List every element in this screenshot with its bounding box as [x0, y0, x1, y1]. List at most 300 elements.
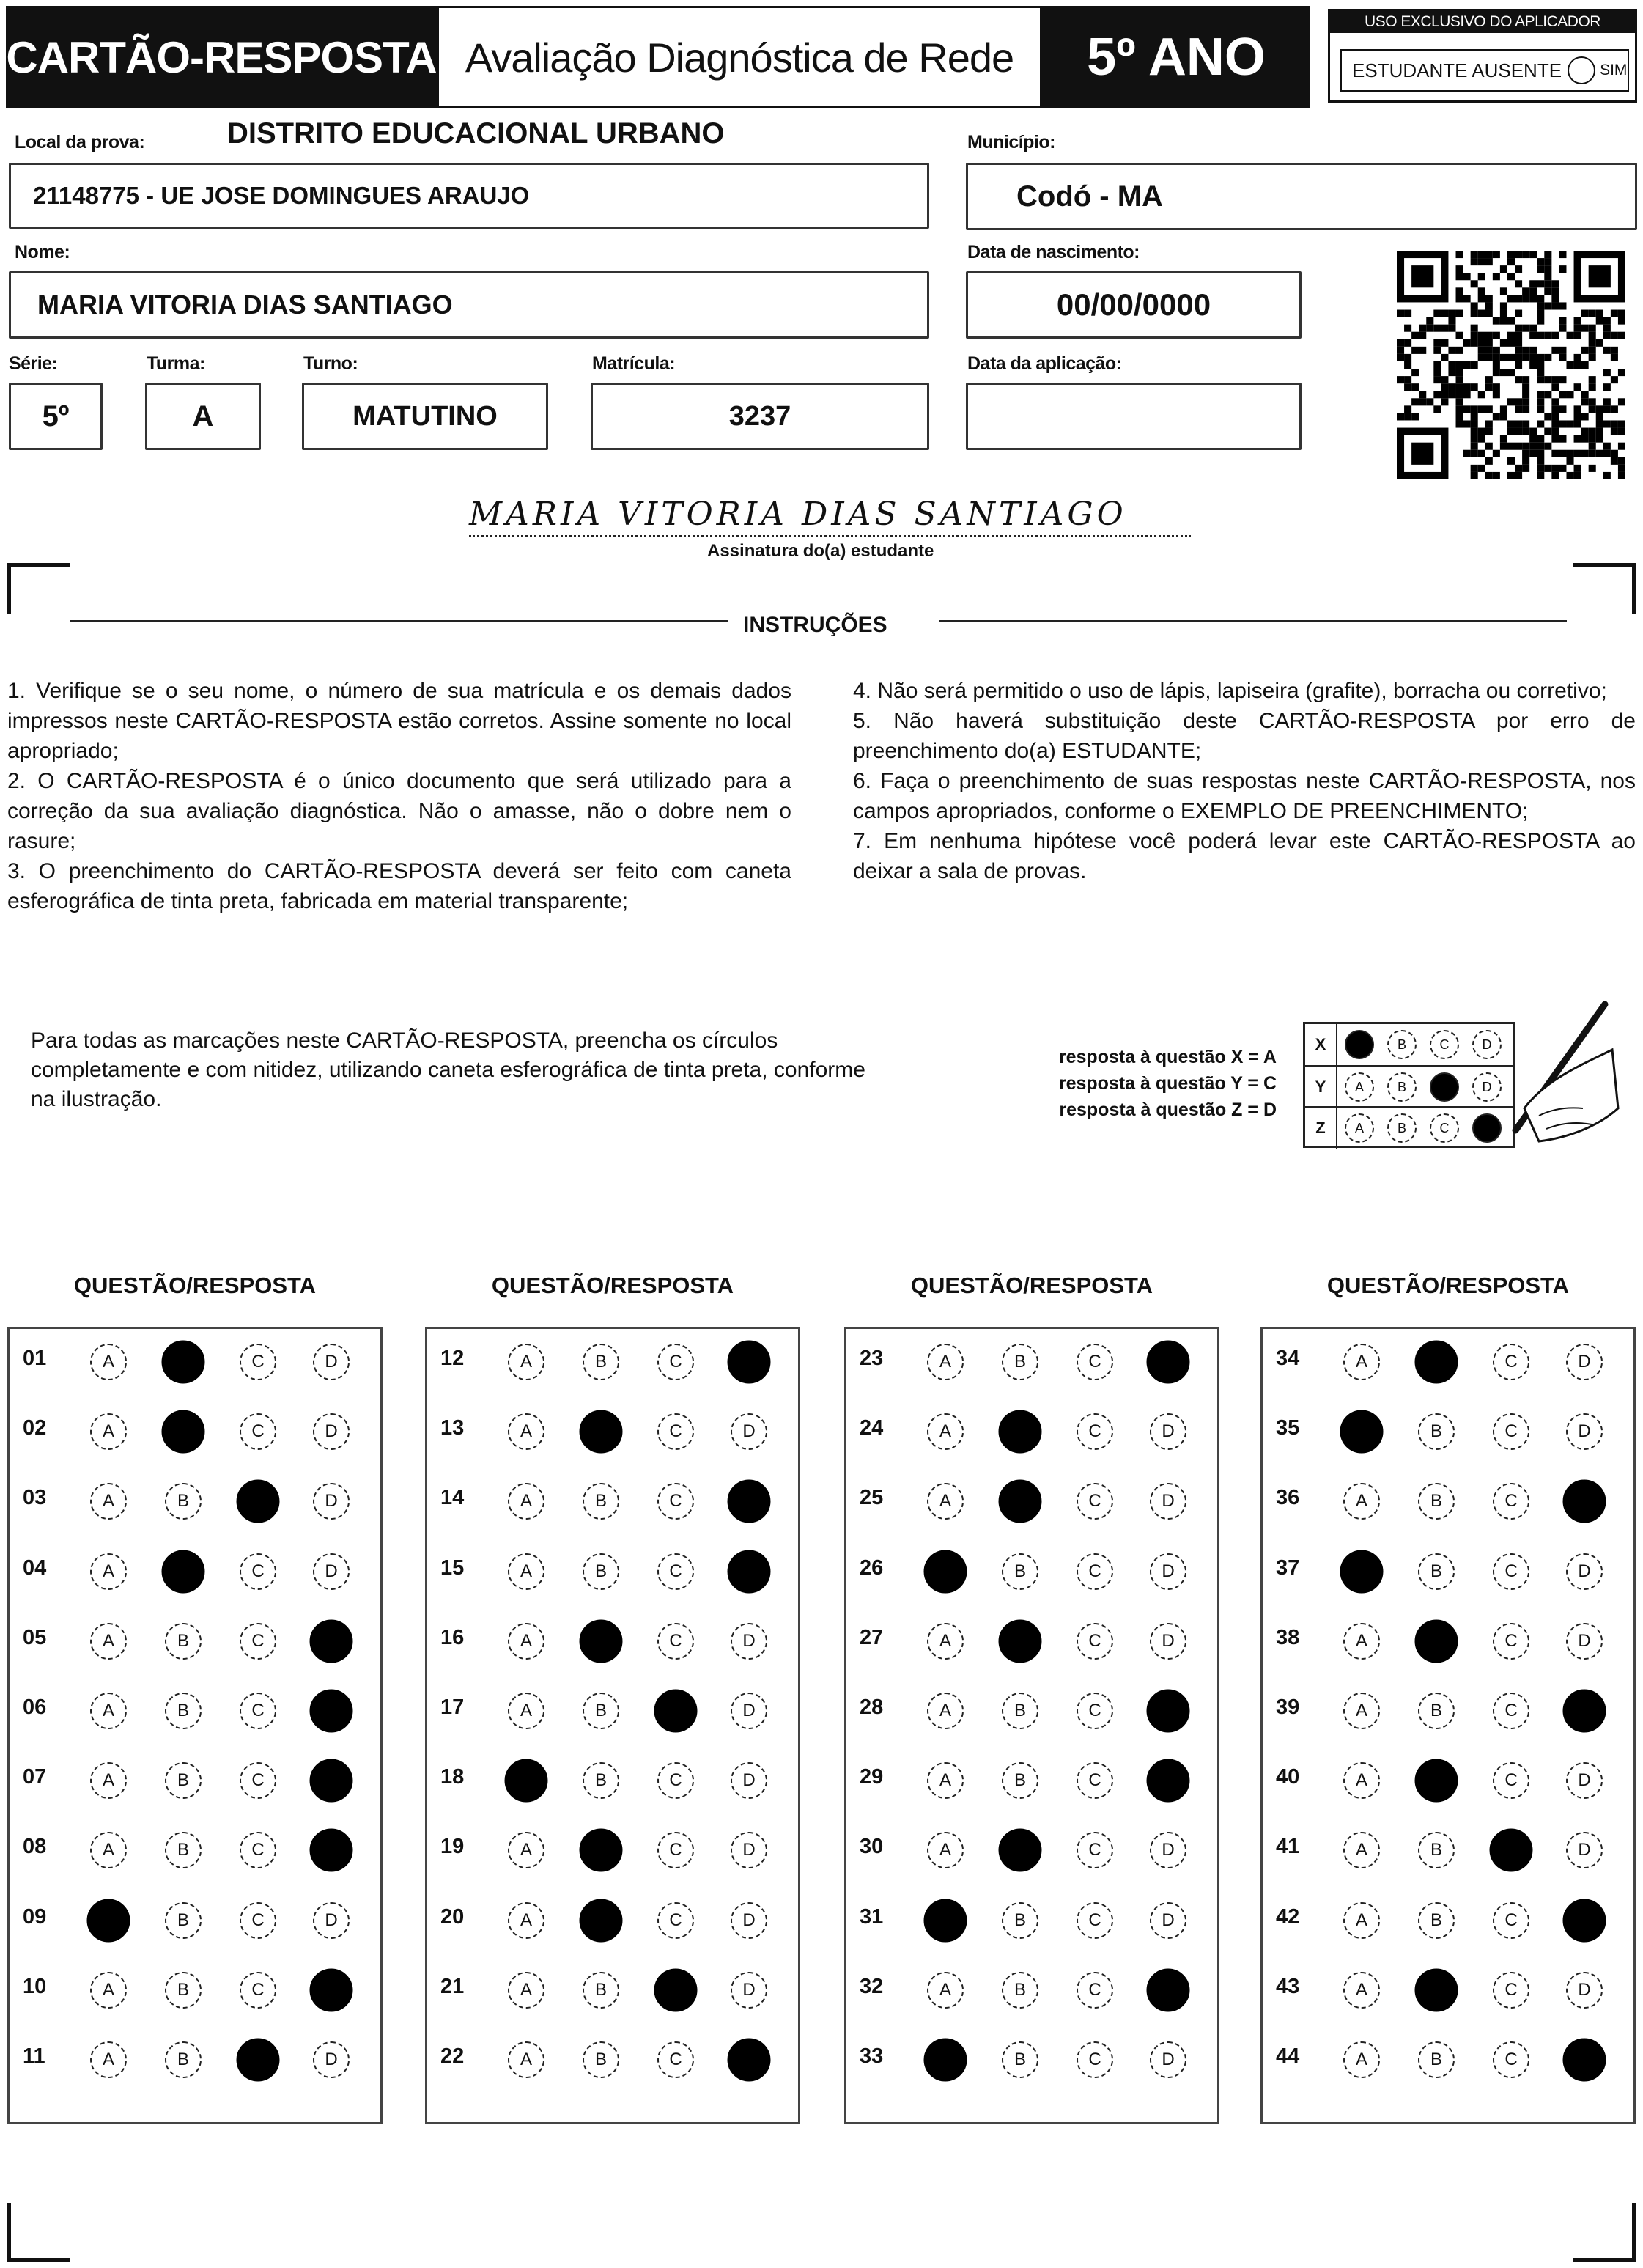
- answer-bubble-a[interactable]: A: [90, 1483, 127, 1520]
- answer-bubble-b[interactable]: B: [1002, 1344, 1038, 1380]
- nome-value: MARIA VITORIA DIAS SANTIAGO: [37, 290, 453, 320]
- answer-bubble-b[interactable]: [1415, 1619, 1458, 1663]
- question-row: [427, 1479, 798, 1523]
- question-row: [846, 1758, 1217, 1802]
- crop-mark-tr-h: [1573, 563, 1636, 567]
- answer-bubble-d[interactable]: [310, 1968, 353, 2011]
- answer-bubble-a[interactable]: A: [1343, 1902, 1380, 1939]
- answer-bubble-b[interactable]: B: [1418, 1693, 1455, 1729]
- answer-bubble-b[interactable]: B: [1418, 1902, 1455, 1939]
- question-row: [1263, 1549, 1633, 1593]
- card-title-text: CARTÃO-RESPOSTA: [6, 32, 437, 82]
- column-header: QUESTÃO/RESPOSTA: [910, 1273, 1153, 1298]
- question-row: [427, 2037, 798, 2081]
- answer-bubble-b[interactable]: [580, 1829, 623, 1872]
- signature-label: Assinatura do(a) estudante: [707, 541, 934, 561]
- instruction-6: 6. Faça o preenchimento de suas respostas neste CARTÃO-RESPOSTA, nos campos apropriados, conforme o EXEMPLO DE PREENCHIMENTO;: [853, 769, 1636, 823]
- answer-bubble-a[interactable]: A: [90, 1693, 127, 1729]
- answer-bubble-b[interactable]: B: [583, 1762, 619, 1799]
- instruction-3: 3. O preenchimento do CARTÃO-RESPOSTA deverá ser feito com caneta esferográfica de tinta preta, fabricada em material transparente;: [7, 859, 791, 913]
- question-number: 12: [440, 1347, 465, 1370]
- answer-bubble-d[interactable]: D: [313, 2041, 350, 2078]
- question-number: 06: [23, 1696, 47, 1719]
- answer-bubble-a[interactable]: A: [1343, 1344, 1380, 1380]
- applicator-box-title: USO EXCLUSIVO DO APLICADOR: [1330, 11, 1635, 33]
- municipio-label: Município:: [967, 132, 1055, 152]
- question-row: [427, 1339, 798, 1383]
- question-number: 21: [440, 1974, 465, 1998]
- question-row: [10, 1549, 380, 1593]
- pen-hand-icon: [1495, 998, 1620, 1160]
- question-number: 18: [440, 1765, 465, 1789]
- answer-bubble-c[interactable]: C: [1077, 1413, 1113, 1450]
- question-row: [10, 1479, 380, 1523]
- answer-bubble-a[interactable]: A: [927, 1762, 964, 1799]
- answer-bubble-c[interactable]: [237, 1480, 280, 1523]
- instructions-left: [7, 676, 791, 916]
- answer-bubble-b[interactable]: [999, 1410, 1042, 1454]
- answer-bubble-c[interactable]: C: [1077, 1832, 1113, 1868]
- answer-bubble-b[interactable]: B: [1418, 1413, 1455, 1450]
- answer-bubble-a[interactable]: A: [508, 1413, 544, 1450]
- answer-bubble-d[interactable]: [728, 2039, 771, 2082]
- question-number: 16: [440, 1625, 465, 1649]
- answer-bubble-d[interactable]: D: [731, 1623, 767, 1660]
- crop-mark-tl-v: [7, 563, 11, 614]
- answer-bubble-b[interactable]: B: [165, 1762, 202, 1799]
- answer-bubble-d[interactable]: D: [1566, 1344, 1603, 1380]
- nascimento-label: Data de nascimento:: [967, 242, 1140, 262]
- answer-bubble-b[interactable]: B: [1418, 1553, 1455, 1590]
- answer-bubble-d[interactable]: D: [731, 1832, 767, 1868]
- answer-bubble-a[interactable]: A: [1343, 1762, 1380, 1799]
- answer-bubble-b[interactable]: B: [583, 1483, 619, 1520]
- answer-bubble-c[interactable]: C: [1493, 1623, 1529, 1660]
- answer-bubble-c[interactable]: C: [240, 1762, 276, 1799]
- answer-bubble-b[interactable]: [580, 1899, 623, 1942]
- example-line-z: resposta à questão Z = D: [1059, 1100, 1277, 1120]
- answer-bubble-d[interactable]: [1147, 1759, 1190, 1803]
- question-row: [427, 1967, 798, 2011]
- answer-bubble-b[interactable]: B: [583, 1553, 619, 1590]
- question-row: [10, 1688, 380, 1732]
- answer-bubble-d[interactable]: D: [1566, 1553, 1603, 1590]
- answer-bubble-b[interactable]: B: [583, 1693, 619, 1729]
- question-row: [1263, 1967, 1633, 2011]
- answer-bubble-d[interactable]: [310, 1759, 353, 1803]
- answer-bubble-b[interactable]: B: [1002, 1693, 1038, 1729]
- answer-bubble-b[interactable]: B: [1002, 1553, 1038, 1590]
- question-row: [846, 1688, 1217, 1732]
- answer-bubble-a[interactable]: A: [508, 1902, 544, 1939]
- answer-bubble-b[interactable]: B: [165, 2041, 202, 2078]
- answer-bubble-d[interactable]: D: [1566, 1832, 1603, 1868]
- column-header: QUESTÃO/RESPOSTA: [1326, 1273, 1570, 1298]
- question-number: 29: [860, 1765, 884, 1789]
- question-number: 09: [23, 1904, 47, 1929]
- question-row: [10, 1967, 380, 2011]
- answer-bubble-a[interactable]: A: [90, 1832, 127, 1868]
- answer-bubble-c[interactable]: [1490, 1829, 1533, 1872]
- answer-bubble-a[interactable]: A: [927, 1483, 964, 1520]
- answer-bubble-d[interactable]: D: [1150, 1553, 1186, 1590]
- answer-bubble-c[interactable]: C: [240, 1413, 276, 1450]
- answer-bubble-c[interactable]: C: [240, 1832, 276, 1868]
- answer-bubble-c[interactable]: C: [657, 1483, 694, 1520]
- absent-row: [1340, 49, 1629, 92]
- answer-bubble-a[interactable]: [505, 1759, 548, 1803]
- answer-bubble-d[interactable]: D: [1150, 1832, 1186, 1868]
- question-row: [427, 1549, 798, 1593]
- example-line-y: resposta à questão Y = C: [1058, 1073, 1277, 1094]
- answer-bubble-c[interactable]: C: [240, 1344, 276, 1380]
- answer-bubble-a[interactable]: A: [90, 1762, 127, 1799]
- question-number: 34: [1276, 1347, 1300, 1370]
- answer-bubble-d[interactable]: D: [313, 1344, 350, 1380]
- question-number: 28: [860, 1696, 884, 1719]
- answer-bubble-c[interactable]: C: [1493, 2041, 1529, 2078]
- answer-bubble-c[interactable]: C: [240, 1553, 276, 1590]
- answer-bubble-d[interactable]: D: [731, 1972, 767, 2009]
- question-number: 04: [23, 1555, 47, 1580]
- answer-bubble-d[interactable]: D: [313, 1902, 350, 1939]
- answer-bubble-c[interactable]: C: [657, 2041, 694, 2078]
- answer-bubble-d[interactable]: D: [1150, 1483, 1186, 1520]
- grade-badge-text: 5º ANO: [1087, 28, 1266, 86]
- question-number: 17: [440, 1696, 465, 1719]
- example-bubble-b: B: [1387, 1072, 1417, 1102]
- answer-bubble-d[interactable]: [728, 1480, 771, 1523]
- signature-text: MARIA VITORIA DIAS SANTIAGO: [469, 496, 1127, 533]
- matricula-label: Matrícula:: [592, 353, 676, 374]
- answer-bubble-a[interactable]: A: [927, 1832, 964, 1868]
- answer-bubble-a[interactable]: A: [508, 1693, 544, 1729]
- answer-bubble-c[interactable]: C: [1077, 2041, 1113, 2078]
- question-number: 24: [860, 1416, 884, 1440]
- instructions-rule-right: [939, 620, 1567, 622]
- answer-bubble-c[interactable]: C: [1493, 1483, 1529, 1520]
- answer-bubble-c[interactable]: C: [657, 1623, 694, 1660]
- instruction-2: 2. O CARTÃO-RESPOSTA é o único documento que será utilizado para a correção da sua avaliação diagnóstica. Não o amasse, não o dobre nem o rasure;: [7, 769, 791, 853]
- answer-bubble-c[interactable]: C: [1077, 1972, 1113, 2009]
- question-row: [427, 1758, 798, 1802]
- example-bubble-a: A: [1345, 1113, 1374, 1143]
- answer-bubble-b[interactable]: B: [165, 1902, 202, 1939]
- question-row: [10, 1409, 380, 1453]
- answer-bubble-b[interactable]: B: [1002, 1762, 1038, 1799]
- answer-bubble-d[interactable]: D: [313, 1413, 350, 1450]
- example-grid: [1303, 1022, 1515, 1148]
- serie-label: Série:: [9, 353, 58, 374]
- example-bubble-a: [1345, 1030, 1374, 1059]
- answer-bubble-b[interactable]: B: [165, 1483, 202, 1520]
- turma-value: A: [192, 400, 214, 432]
- example-row: [1305, 1065, 1513, 1106]
- answer-bubble-a[interactable]: A: [508, 1553, 544, 1590]
- answer-bubble-b[interactable]: [1415, 1968, 1458, 2011]
- answer-bubble-d[interactable]: [1563, 2039, 1606, 2082]
- example-row-label: X: [1305, 1024, 1337, 1065]
- instructions-title: INSTRUÇÕES: [743, 613, 887, 637]
- answer-bubble-c[interactable]: C: [657, 1902, 694, 1939]
- answer-bubble-b[interactable]: B: [165, 1623, 202, 1660]
- answer-bubble-d[interactable]: D: [1150, 1623, 1186, 1660]
- answer-bubble-c[interactable]: C: [1077, 1762, 1113, 1799]
- answer-bubble-c[interactable]: C: [657, 1762, 694, 1799]
- nome-field: [9, 271, 929, 339]
- signature-handwriting: [469, 496, 1187, 540]
- question-row: [427, 1898, 798, 1942]
- answer-bubble-c[interactable]: C: [657, 1832, 694, 1868]
- answer-bubble-c[interactable]: C: [1077, 1483, 1113, 1520]
- answer-bubble-d[interactable]: [310, 1690, 353, 1733]
- answer-bubble-c[interactable]: C: [1077, 1553, 1113, 1590]
- question-row: [1263, 1479, 1633, 1523]
- answer-bubble-c[interactable]: C: [1493, 1762, 1529, 1799]
- question-number: 41: [1276, 1835, 1300, 1859]
- answer-bubble-a[interactable]: A: [927, 1413, 964, 1450]
- answer-bubble-d[interactable]: [1147, 1341, 1190, 1384]
- answer-bubble-c[interactable]: C: [240, 1972, 276, 2009]
- answer-bubble-c[interactable]: C: [1493, 1553, 1529, 1590]
- answer-bubble-b[interactable]: B: [1418, 1832, 1455, 1868]
- question-number: 36: [1276, 1486, 1300, 1510]
- answer-bubble-b[interactable]: B: [1002, 1902, 1038, 1939]
- example-bubble-b: B: [1387, 1030, 1417, 1059]
- answer-bubble-d[interactable]: D: [731, 1413, 767, 1450]
- answer-bubble-b[interactable]: B: [583, 2041, 619, 2078]
- answer-bubble-b[interactable]: [580, 1619, 623, 1663]
- question-row: [846, 1619, 1217, 1663]
- question-number: 33: [860, 2044, 884, 2068]
- exam-name-text: Avaliação Diagnóstica de Rede: [465, 34, 1014, 81]
- answer-bubble-a[interactable]: A: [90, 1623, 127, 1660]
- answer-bubble-b[interactable]: B: [1002, 1972, 1038, 2009]
- answer-bubble-b[interactable]: B: [1418, 2041, 1455, 2078]
- answer-bubble-c[interactable]: C: [657, 1344, 694, 1380]
- answer-bubble-a[interactable]: A: [508, 1832, 544, 1868]
- answer-bubble-d[interactable]: D: [313, 1483, 350, 1520]
- absent-bubble[interactable]: [1568, 56, 1595, 84]
- example-row-label: Z: [1305, 1108, 1337, 1149]
- question-number: 23: [860, 1347, 884, 1370]
- answer-bubble-b[interactable]: B: [583, 1972, 619, 2009]
- answer-bubble-a[interactable]: A: [1343, 1693, 1380, 1729]
- question-number: 39: [1276, 1696, 1300, 1719]
- answer-bubble-c[interactable]: [237, 2039, 280, 2082]
- question-row: [1263, 1898, 1633, 1942]
- turma-field: [145, 383, 261, 450]
- school-value: 21148775 - UE JOSE DOMINGUES ARAUJO: [33, 182, 530, 209]
- answer-bubble-d[interactable]: D: [1566, 1413, 1603, 1450]
- answer-bubble-d[interactable]: D: [313, 1553, 350, 1590]
- question-number: 25: [860, 1486, 884, 1510]
- answer-bubble-a[interactable]: [924, 1550, 967, 1593]
- answer-bubble-b[interactable]: B: [1002, 2041, 1038, 2078]
- answer-bubble-c[interactable]: C: [657, 1553, 694, 1590]
- answer-bubble-c[interactable]: [654, 1968, 698, 2011]
- answer-bubble-c[interactable]: C: [1077, 1693, 1113, 1729]
- answer-bubble-b[interactable]: [1415, 1341, 1458, 1384]
- question-number: 22: [440, 2044, 465, 2068]
- example-row: [1305, 1106, 1513, 1147]
- answer-bubble-d[interactable]: [728, 1341, 771, 1384]
- answer-bubble-a[interactable]: A: [1343, 2041, 1380, 2078]
- answer-bubble-c[interactable]: C: [1077, 1623, 1113, 1660]
- answer-bubble-c[interactable]: [654, 1690, 698, 1733]
- serie-value: 5º: [42, 400, 70, 432]
- answer-bubble-b[interactable]: [162, 1550, 205, 1593]
- answer-bubble-a[interactable]: A: [1343, 1972, 1380, 2009]
- answer-bubble-d[interactable]: D: [1150, 2041, 1186, 2078]
- answer-bubble-a[interactable]: A: [90, 1413, 127, 1450]
- answer-bubble-b[interactable]: [999, 1619, 1042, 1663]
- answer-bubble-a[interactable]: A: [90, 1972, 127, 2009]
- column-header: QUESTÃO/RESPOSTA: [491, 1273, 734, 1298]
- question-number: 43: [1276, 1974, 1300, 1998]
- question-number: 35: [1276, 1416, 1300, 1440]
- question-number: 32: [860, 1974, 884, 1998]
- signature-line: [469, 535, 1191, 537]
- answer-bubble-b[interactable]: [580, 1410, 623, 1454]
- question-number: 19: [440, 1835, 465, 1859]
- answer-bubble-b[interactable]: [162, 1410, 205, 1454]
- crop-mark-tl-h: [7, 563, 70, 567]
- answer-bubble-a[interactable]: A: [927, 1693, 964, 1729]
- crop-mark-br-v: [1632, 2203, 1636, 2262]
- question-row: [846, 2037, 1217, 2081]
- answer-bubble-a[interactable]: A: [1343, 1832, 1380, 1868]
- question-row: [427, 1409, 798, 1453]
- answer-bubble-d[interactable]: D: [1566, 1972, 1603, 2009]
- answer-bubble-c[interactable]: C: [1493, 1902, 1529, 1939]
- answer-bubble-a[interactable]: [924, 2039, 967, 2082]
- answer-bubble-d[interactable]: D: [731, 1762, 767, 1799]
- answer-bubble-b[interactable]: [999, 1480, 1042, 1523]
- question-row: [846, 1967, 1217, 2011]
- example-bubble-d: D: [1472, 1030, 1502, 1059]
- answer-bubble-b[interactable]: B: [165, 1972, 202, 2009]
- answer-bubble-d[interactable]: D: [731, 1902, 767, 1939]
- answer-bubble-d[interactable]: [310, 1829, 353, 1872]
- question-number: 14: [440, 1486, 465, 1510]
- district-name: DISTRITO EDUCACIONAL URBANO: [227, 117, 725, 150]
- answer-bubble-d[interactable]: D: [1566, 1623, 1603, 1660]
- answer-bubble-c[interactable]: C: [1493, 1413, 1529, 1450]
- matricula-value: 3237: [728, 400, 791, 432]
- answer-bubble-a[interactable]: [1340, 1550, 1384, 1593]
- answer-bubble-a[interactable]: [924, 1899, 967, 1942]
- answer-bubble-b[interactable]: [162, 1341, 205, 1384]
- answer-bubble-a[interactable]: A: [508, 1623, 544, 1660]
- question-row: [846, 1549, 1217, 1593]
- question-number: 31: [860, 1904, 884, 1929]
- nome-label: Nome:: [15, 242, 70, 262]
- answer-bubble-c[interactable]: C: [240, 1693, 276, 1729]
- crop-mark-br-h: [1573, 2258, 1636, 2262]
- crop-mark-tr-v: [1632, 563, 1636, 614]
- answer-bubble-c[interactable]: C: [1493, 1344, 1529, 1380]
- instruction-5: 5. Não haverá substituição deste CARTÃO-RESPOSTA por erro de preenchimento do(a) ESTUDANTE;: [853, 709, 1636, 763]
- answer-bubble-d[interactable]: [1563, 1899, 1606, 1942]
- question-number: 30: [860, 1835, 884, 1859]
- answer-bubble-d[interactable]: [1147, 1690, 1190, 1733]
- instruction-1: 1. Verifique se o seu nome, o número de sua matrícula e os demais dados impressos neste CARTÃO-RESPOSTA estão corretos. Assine somente no local apropriado;: [7, 679, 791, 763]
- answer-bubble-c[interactable]: C: [657, 1413, 694, 1450]
- answer-bubble-d[interactable]: [1563, 1480, 1606, 1523]
- municipio-field: [966, 163, 1637, 230]
- question-number: 08: [23, 1835, 47, 1859]
- instruction-7: 7. Em nenhuma hipótese você poderá levar este CARTÃO-RESPOSTA ao deixar a sala de provas.: [853, 829, 1636, 883]
- question-row: [427, 1827, 798, 1871]
- answer-bubble-a[interactable]: A: [508, 1483, 544, 1520]
- question-row: [846, 1898, 1217, 1942]
- question-number: 01: [23, 1347, 47, 1370]
- turma-label: Turma:: [147, 353, 205, 374]
- answer-bubble-a[interactable]: A: [90, 1553, 127, 1590]
- answer-bubble-b[interactable]: [999, 1829, 1042, 1872]
- answer-bubble-a[interactable]: A: [1343, 1483, 1380, 1520]
- answer-bubble-c[interactable]: C: [1077, 1902, 1113, 1939]
- answer-bubble-d[interactable]: D: [1150, 1902, 1186, 1939]
- answer-bubble-a[interactable]: A: [927, 1623, 964, 1660]
- answer-bubble-b[interactable]: B: [165, 1693, 202, 1729]
- answer-bubble-c[interactable]: C: [240, 1902, 276, 1939]
- answer-bubble-a[interactable]: A: [1343, 1623, 1380, 1660]
- answer-bubble-d[interactable]: [1563, 1690, 1606, 1733]
- aplicacao-field[interactable]: [966, 383, 1302, 450]
- answer-bubble-a[interactable]: [87, 1899, 130, 1942]
- local-label: Local da prova:: [15, 132, 145, 152]
- answer-bubble-d[interactable]: D: [1566, 1762, 1603, 1799]
- answer-bubble-a[interactable]: A: [508, 1344, 544, 1380]
- answer-bubble-c[interactable]: C: [1493, 1972, 1529, 2009]
- answer-bubble-d[interactable]: D: [731, 1693, 767, 1729]
- question-number: 05: [23, 1625, 47, 1649]
- question-number: 03: [23, 1486, 47, 1510]
- answer-bubble-d[interactable]: [728, 1550, 771, 1593]
- school-field: [9, 163, 929, 229]
- question-number: 02: [23, 1416, 47, 1440]
- answer-bubble-b[interactable]: B: [1418, 1483, 1455, 1520]
- card-title: [6, 6, 437, 108]
- answer-bubble-d[interactable]: [1147, 1968, 1190, 2011]
- answer-bubble-a[interactable]: A: [927, 1344, 964, 1380]
- answer-bubble-a[interactable]: A: [927, 1972, 964, 2009]
- answer-bubble-a[interactable]: A: [508, 1972, 544, 2009]
- column-header: QUESTÃO/RESPOSTA: [73, 1273, 317, 1298]
- answer-bubble-b[interactable]: [1415, 1759, 1458, 1803]
- question-number: 07: [23, 1765, 47, 1789]
- answer-bubble-b[interactable]: B: [165, 1832, 202, 1868]
- matricula-field: [591, 383, 929, 450]
- answer-bubble-c[interactable]: C: [240, 1623, 276, 1660]
- answer-bubble-c[interactable]: C: [1077, 1344, 1113, 1380]
- answer-bubble-b[interactable]: B: [583, 1344, 619, 1380]
- absent-option: SIM: [1600, 62, 1628, 78]
- example-legend: [997, 1044, 1277, 1123]
- absent-label: ESTUDANTE AUSENTE: [1352, 59, 1562, 81]
- answer-bubble-a[interactable]: [1340, 1410, 1384, 1454]
- answer-bubble-d[interactable]: [310, 1619, 353, 1663]
- question-row: [1263, 1619, 1633, 1663]
- question-row: [1263, 1827, 1633, 1871]
- answer-bubble-a[interactable]: A: [508, 2041, 544, 2078]
- answer-bubble-d[interactable]: D: [1150, 1413, 1186, 1450]
- answer-bubble-a[interactable]: A: [90, 2041, 127, 2078]
- answer-bubble-c[interactable]: C: [1493, 1693, 1529, 1729]
- answer-bubble-a[interactable]: A: [90, 1344, 127, 1380]
